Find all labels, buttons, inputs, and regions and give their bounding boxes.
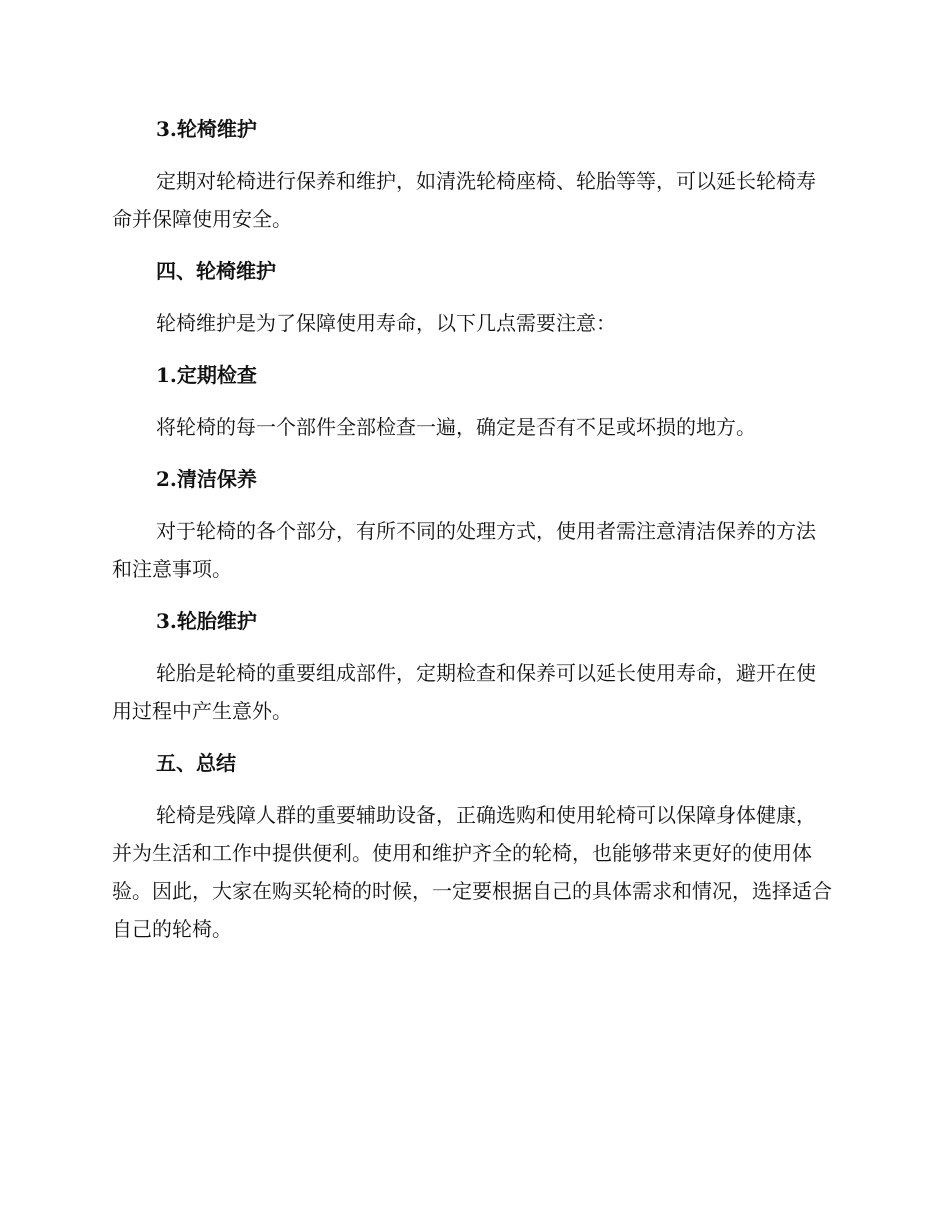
subheading-tire-maintenance: 3.轮胎维护 <box>156 609 257 633</box>
subheading-cleaning: 2.清洁保养 <box>156 467 257 491</box>
section-heading-four: 四、轮椅维护 <box>156 259 276 283</box>
subheading-regular-inspection: 1.定期检查 <box>156 363 257 387</box>
document-body <box>112 110 832 948</box>
paragraph-maintenance-intro: 轮椅维护是为了保障使用寿命，以下几点需要注意： <box>156 311 616 335</box>
paragraph-cleaning: 对于轮椅的各个部分，有所不同的处理方式，使用者需注意清洁保养的方法和注意事项。 <box>112 519 816 581</box>
paragraph-regular-maintenance: 定期对轮椅进行保养和维护，如清洗轮椅座椅、轮胎等等，可以延长轮椅寿命并保障使用安全。 <box>112 169 816 231</box>
paragraph-summary: 轮椅是残障人群的重要辅助设备，正确选购和使用轮椅可以保障身体健康，并为生活和工作中提供便利。使用和维护齐全的轮椅，也能够带来更好的使用体验。因此，大家在购买轮椅的时候，一定要根据自己的具体需求和情况，选择适合自己的轮椅。 <box>112 803 832 941</box>
paragraph-tire-maintenance: 轮胎是轮椅的重要组成部件，定期检查和保养可以延长使用寿命，避开在使用过程中产生意外。 <box>112 661 816 723</box>
section-heading-summary: 五、总结 <box>156 751 236 775</box>
section-heading-wheelchair-maintenance-3: 3.轮椅维护 <box>156 117 257 141</box>
paragraph-inspection: 将轮椅的每一个部件全部检查一遍，确定是否有不足或坏损的地方。 <box>156 415 756 439</box>
